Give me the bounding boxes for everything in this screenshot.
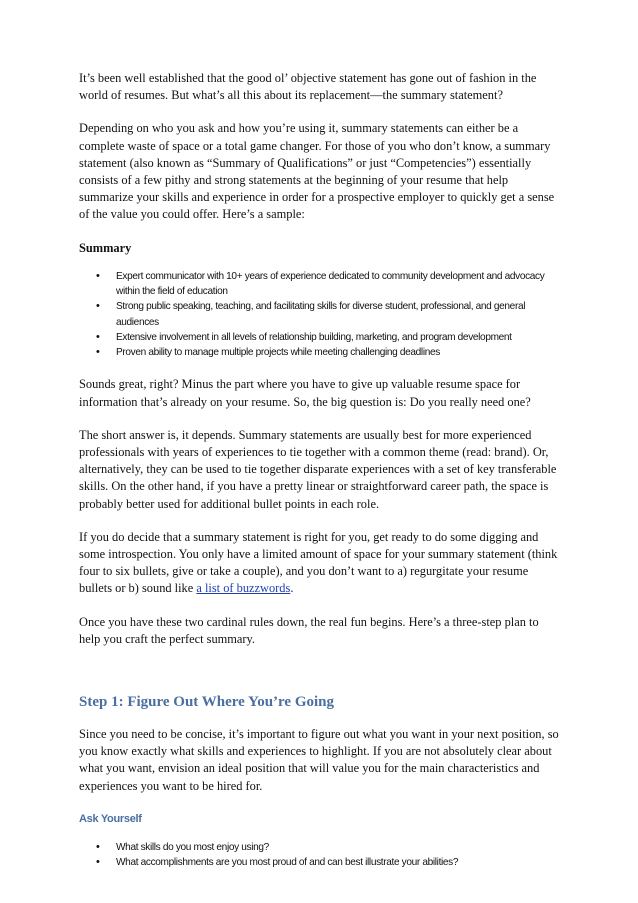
summary-bullet: • Proven ability to manage multiple projects while meeting challenging deadlines [79, 345, 561, 360]
decide-paragraph [79, 529, 561, 598]
intro-paragraph: It’s been well established that the good ol’ objective statement has gone out of fashion in the world of resumes. But what’s all this about its replacement—the summary statement? [79, 71, 537, 103]
decide-text-end: . [290, 581, 294, 596]
ask-bullet: • What accomplishments are you most proud of and can best illustrate your abilities? [79, 855, 561, 870]
summary-bullet: • Extensive involvement in all levels of relationship building, marketing, and program development [79, 330, 561, 345]
step1-paragraph: Since you need to be concise, it’s important to figure out what you want in your next position, so you know exactly what skills and experiences to highlight. If you are not absolutely clear about what you want, envision an ideal position that will value you for the main characteristics and experiences you want to be hired for. [79, 727, 559, 793]
buzzwords-link[interactable]: a list of buzzwords [196, 581, 291, 596]
summary-bullet: • Strong public speaking, teaching, and facilitating skills for diverse student, professional, and general audiences [79, 299, 561, 330]
ask-bullet: • What skills do you most enjoy using? [79, 840, 561, 855]
short-answer-paragraph: The short answer is, it depends. Summary statements are usually best for more experienced professionals with years of experiences to tie together with a common theme (read: brand). Or, alternatively, they can be used to tie together disparate experiences with a set of key transferable skills. On the other hand, if you have a pretty linear or straightforward career path, the space is probably better used for additional bullet points in each role. [79, 427, 557, 511]
ask-bullet-list [79, 840, 561, 871]
summary-bullet-list [79, 269, 561, 361]
summary-heading: Summary [79, 240, 132, 255]
ask-yourself-heading: Ask Yourself [79, 812, 142, 825]
depending-paragraph: Depending on who you ask and how you’re using it, summary statements can either be a complete waste of space or a total game changer. For those of you who don’t know, a summary statement (also known as “Summary of Qualifications” or just “Competencies”) essentially consists of a few pithy and strong statements at the beginning of your resume that help summarize your skills and experience in order for a prospective employer to quickly get a sense of the value you could offer. Here’s a sample: [79, 121, 555, 222]
document-body [79, 70, 561, 886]
cardinal-rules-paragraph: Once you have these two cardinal rules down, the real fun begins. Here’s a three-step plan to help you craft the perfect summary. [79, 614, 539, 646]
sounds-great-paragraph: Sounds great, right? Minus the part where you have to give up valuable resume space for information that’s already on your resume. So, the big question is: Do you really need one? [79, 377, 531, 409]
summary-bullet: • Expert communicator with 10+ years of experience dedicated to community development and advocacy within the field of education [79, 269, 561, 300]
step1-heading: Step 1: Figure Out Where You’re Going [79, 694, 334, 711]
decide-text: If you do decide that a summary statement is right for you, get ready to do some digging and some introspection. You only have a limited amount of space for your summary statement (think four to six bullets, give or take a couple), and you don’t want to a) regurgitate your resume bullets or b) sound like [79, 529, 558, 596]
